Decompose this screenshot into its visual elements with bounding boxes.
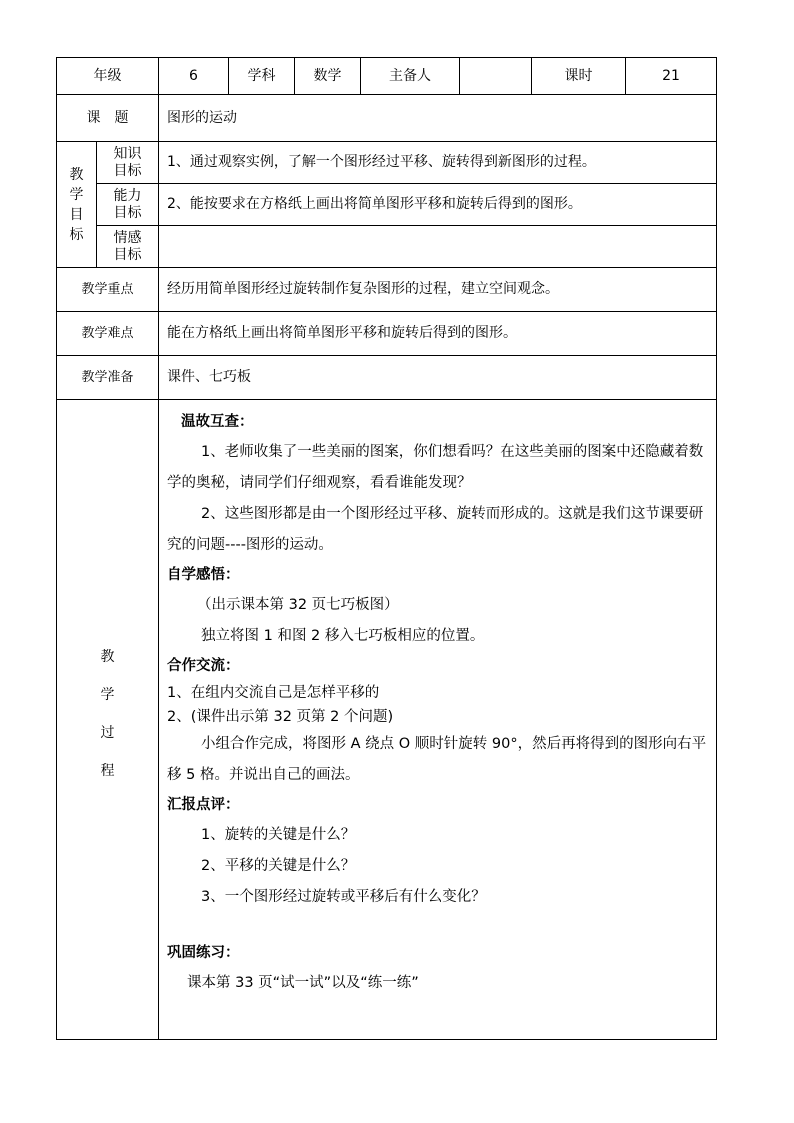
process-char-1: 教 — [100, 648, 115, 665]
preparation-label: 教学准备 — [57, 356, 159, 400]
emotion-goal-value — [159, 226, 717, 268]
ability-goal-label-line2: 目标 — [113, 204, 142, 221]
emotion-goal-label — [97, 226, 159, 268]
process-label — [57, 400, 159, 1040]
process-content — [159, 400, 717, 1040]
process-row — [57, 400, 717, 1040]
preparer-label: 主备人 — [361, 58, 460, 95]
goal-emotion-row — [57, 226, 717, 268]
process-char-4: 程 — [100, 762, 115, 779]
difficulty-row — [57, 312, 717, 356]
grade-label: 年级 — [57, 58, 159, 95]
goals-char-2: 学 — [69, 186, 84, 203]
selfstudy-item-2: 独立将图 1 和图 2 移入七巧板相应的位置。 — [201, 628, 485, 644]
ability-goal-label-line1: 能力 — [113, 187, 142, 204]
topic-row — [57, 95, 717, 142]
preparer-value — [460, 58, 532, 95]
knowledge-goal-value: 1、通过观察实例，了解一个图形经过平移、旋转得到新图形的过程。 — [159, 142, 717, 184]
coop-item-3: 小组合作完成，将图形 A 绕点 O 顺时针旋转 90°，然后再将得到的图形向右平移 5 格。并说出自己的画法。 — [167, 736, 707, 783]
spacer — [167, 913, 708, 939]
difficulty-label: 教学难点 — [57, 312, 159, 356]
ability-goal-label — [97, 184, 159, 226]
goals-char-3: 目 — [69, 206, 84, 223]
practice-item-1: 课本第 33 页“试一试”以及“练一练” — [187, 975, 419, 991]
practice-title: 巩固练习： — [167, 945, 240, 961]
goals-char-1: 教 — [69, 166, 84, 183]
report-item-2: 2、平移的关键是什么？ — [201, 858, 356, 874]
review-title: 温故互查： — [181, 414, 254, 430]
goals-char-4: 标 — [69, 226, 84, 243]
preparation-value: 课件、七巧板 — [159, 356, 717, 400]
lesson-plan-table — [56, 57, 717, 1040]
subject-value: 数学 — [295, 58, 361, 95]
knowledge-goal-label-line2: 目标 — [113, 162, 142, 179]
subject-label: 学科 — [229, 58, 295, 95]
coop-item-2: 2、(课件出示第 32 页第 2 个问题) — [167, 709, 394, 725]
header-row — [57, 58, 717, 95]
process-char-3: 过 — [100, 724, 115, 741]
topic-value: 图形的运动 — [159, 95, 717, 142]
process-char-2: 学 — [100, 686, 115, 703]
key-point-label: 教学重点 — [57, 268, 159, 312]
coop-title: 合作交流： — [167, 658, 240, 674]
ability-goal-value: 2、能按要求在方格纸上画出将简单图形平移和旋转后得到的图形。 — [159, 184, 717, 226]
emotion-goal-label-line1: 情感 — [113, 229, 142, 246]
review-item-2: 2、这些图形都是由一个图形经过平移、旋转而形成的。这就是我们这节课要研究的问题----图形的运动。 — [167, 506, 704, 553]
difficulty-value: 能在方格纸上画出将简单图形平移和旋转后得到的图形。 — [159, 312, 717, 356]
goals-group-label — [57, 142, 97, 268]
key-point-row — [57, 268, 717, 312]
selfstudy-title: 自学感悟： — [167, 567, 240, 583]
selfstudy-item-1: （出示课本第 32 页七巧板图） — [197, 597, 399, 613]
preparation-row — [57, 356, 717, 400]
key-point-value: 经历用简单图形经过旋转制作复杂图形的过程，建立空间观念。 — [159, 268, 717, 312]
grade-value: 6 — [159, 58, 229, 95]
goal-ability-row — [57, 184, 717, 226]
knowledge-goal-label-line1: 知识 — [113, 145, 142, 162]
report-item-1: 1、旋转的关键是什么？ — [201, 827, 356, 843]
topic-label: 课 题 — [57, 95, 159, 142]
coop-item-1: 1、在组内交流自己是怎样平移的 — [167, 685, 380, 701]
period-label: 课时 — [532, 58, 626, 95]
report-item-3: 3、一个图形经过旋转或平移后有什么变化？ — [201, 889, 486, 905]
review-item-1: 1、老师收集了一些美丽的图案，你们想看吗？在这些美丽的图案中还隐藏着数学的奥秘，请同学们仔细观察，看看谁能发现？ — [167, 444, 704, 491]
knowledge-goal-label — [97, 142, 159, 184]
goal-knowledge-row — [57, 142, 717, 184]
period-value: 21 — [626, 58, 717, 95]
emotion-goal-label-line2: 目标 — [113, 246, 142, 263]
report-title: 汇报点评： — [167, 797, 240, 813]
